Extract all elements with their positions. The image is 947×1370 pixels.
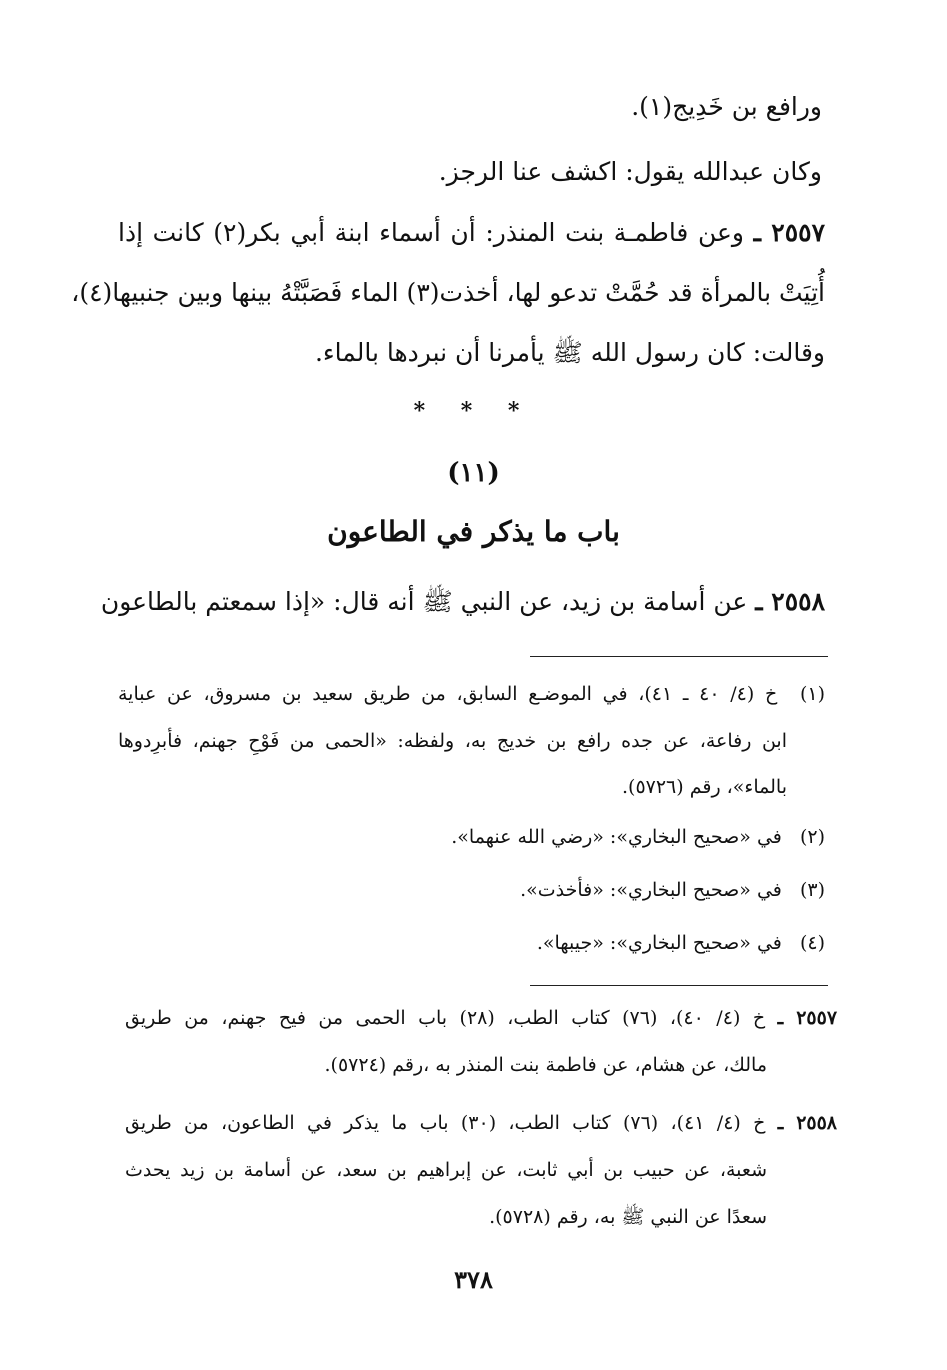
takhrij-2557-text: خ (٤/ ٤٠)، (٧٦) كتاب الطب، (٢٨) باب الحمى من فيح جهنم، من طريق	[125, 1007, 766, 1029]
footnote-4	[537, 932, 825, 954]
takhrij-2558-line-1	[125, 1112, 837, 1134]
footnote-3-marker: (٣)	[799, 879, 825, 901]
hadith-2557-line-2: أُتِيَتْ بالمرأة قد حُمَّتْ تدعو لها، أخذت(٣) الماء فَصَبَّتْهُ بينها وبين جنبيها(٤)،	[71, 278, 825, 307]
takhrij-2558-line-2: شعبة، عن حبيب بن أبي ثابت، عن إبراهيم بن سعد، عن أسامة بن زيد يحدث	[125, 1159, 767, 1181]
takhrij-2557-line-2: مالك، عن هشام، عن فاطمة بنت المنذر به ،رقم (٥٧٢٤).	[324, 1054, 767, 1076]
footnote-3	[520, 879, 825, 901]
takhrij-separator	[530, 985, 828, 986]
main-text-line-2: وكان عبدالله يقول: اكشف عنا الرجز.	[438, 157, 822, 186]
footnote-2-text: في «صحيح البخاري»: «رضي الله عنهما».	[451, 826, 782, 848]
hadith-2557-line-3: وقالت: كان رسول الله ﷺ يأمرنا أن نبردها بالماء.	[314, 338, 825, 367]
footnote-1-line-3: بالماء»، رقم (٥٧٢٦).	[621, 776, 787, 798]
footnote-3-text: في «صحيح البخاري»: «فأخذت».	[520, 879, 782, 901]
footnote-1-line-2: ابن رفاعة، عن جده رافع بن خديج به، ولفظه: «الحمى من فَوْحِ جهنم، فأبرِدوها	[118, 730, 787, 752]
takhrij-2558-line-3: سعدًا عن النبي ﷺ به، رقم (٥٧٢٨).	[489, 1206, 767, 1228]
footnote-separator	[530, 656, 828, 657]
hadith-2557-text-start: وعن فاطمـة بنت المنذر: أن أسماء ابنة أبي بكر(٢) كانت إذا	[118, 218, 745, 247]
hadith-2558-text-start: عن أسامة بن زيد، عن النبي ﷺ أنه قال: «إذا سمعتم بالطاعون	[100, 587, 748, 616]
page-number: ٣٧٨	[454, 1265, 493, 1294]
hadith-2557-line-1	[118, 218, 825, 247]
footnote-2-marker: (٢)	[799, 826, 825, 848]
takhrij-2557-line-1	[125, 1007, 837, 1029]
hadith-number-2558: ٢٥٥٨ ـ	[755, 587, 825, 616]
chapter-title: باب ما يذكر في الطاعون	[327, 515, 620, 548]
hadith-2558-line-1	[100, 586, 825, 623]
hadith-number-2557: ٢٥٥٧ ـ	[753, 218, 826, 247]
takhrij-number-2557: ٢٥٥٧ ـ	[777, 1007, 838, 1029]
main-text-line-1: ورافع بن خَدِيج(١).	[631, 92, 822, 121]
section-divider-stars: * * *	[413, 398, 534, 424]
chapter-number: (١١)	[447, 458, 500, 488]
footnote-4-text: في «صحيح البخاري»: «جيبها».	[536, 932, 782, 954]
takhrij-2558-text: خ (٤/ ٤١)، (٧٦) كتاب الطب، (٣٠) باب ما يذكر في الطاعون، من طريق	[125, 1112, 766, 1134]
footnote-1-marker: (١)	[799, 683, 825, 705]
footnote-4-marker: (٤)	[799, 932, 825, 954]
footnote-1-text: خ (٤/ ٤٠ ـ ٤١)، في الموضـع السابق، من طريق سعيد بن مسروق، عن عباية	[118, 683, 778, 705]
takhrij-number-2558: ٢٥٥٨ ـ	[777, 1112, 838, 1134]
footnote-2	[451, 826, 825, 848]
footnote-1-line-1	[118, 683, 825, 705]
